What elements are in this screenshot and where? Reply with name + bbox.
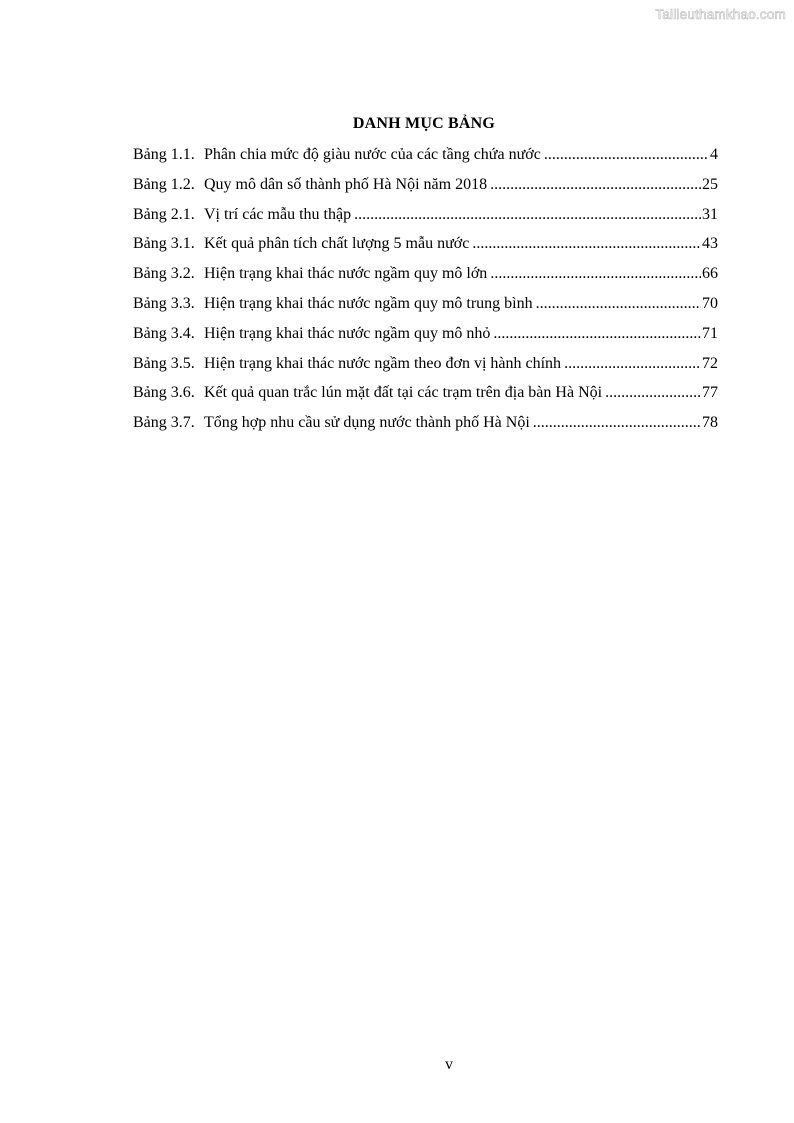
toc-dot-leader <box>490 174 701 196</box>
toc-dot-leader <box>533 412 701 434</box>
toc-entry-page: 77 <box>702 384 718 402</box>
toc-entry-page: 72 <box>702 354 718 372</box>
toc-dot-leader <box>493 323 701 345</box>
toc-entry[interactable] <box>133 204 718 234</box>
toc-entry-page: 43 <box>702 235 718 253</box>
toc-dot-leader <box>354 204 701 226</box>
toc-entry-page: 31 <box>702 205 718 223</box>
table-of-tables-list <box>133 144 718 442</box>
toc-entry-label: Bảng 3.6. <box>133 384 195 402</box>
toc-entry-caption: Hiện trạng khai thác nước ngầm theo đơn vị hành chính <box>204 354 562 372</box>
toc-entry-label: Bảng 3.4. <box>133 324 195 342</box>
toc-entry[interactable] <box>133 233 718 263</box>
toc-entry-page: 78 <box>702 414 718 432</box>
toc-entry-label: Bảng 2.1. <box>133 205 195 223</box>
watermark-text: Tailieuthamkhao.com <box>655 7 786 22</box>
toc-entry[interactable] <box>133 323 718 353</box>
toc-dot-leader <box>605 382 701 404</box>
toc-entry[interactable] <box>133 353 718 383</box>
toc-entry[interactable] <box>133 263 718 293</box>
toc-dot-leader <box>544 144 709 166</box>
page-title: DANH MỤC BẢNG <box>352 115 496 132</box>
toc-dot-leader <box>564 353 701 375</box>
page-number: v <box>445 1056 453 1073</box>
toc-entry-label: Bảng 1.1. <box>133 146 195 163</box>
toc-entry-caption: Kết quả phân tích chất lượng 5 mẫu nước <box>204 235 470 253</box>
toc-entry[interactable] <box>133 382 718 412</box>
toc-entry-caption: Hiện trạng khai thác nước ngầm quy mô trung bình <box>204 294 533 312</box>
toc-entry[interactable] <box>133 293 718 323</box>
toc-entry-caption: Hiện trạng khai thác nước ngầm quy mô lớn <box>204 265 488 283</box>
toc-entry-label: Bảng 3.1. <box>133 235 195 253</box>
toc-entry-label: Bảng 3.3. <box>133 294 195 312</box>
toc-entry-label: Bảng 3.7. <box>133 414 195 432</box>
toc-entry-page: 66 <box>702 265 718 283</box>
toc-dot-leader <box>536 293 701 315</box>
toc-entry-caption: Kết quả quan trắc lún mặt đất tại các trạm trên địa bàn Hà Nội <box>204 384 603 402</box>
toc-entry-page: 70 <box>702 294 718 312</box>
toc-entry-page: 71 <box>702 324 718 342</box>
toc-entry-label: Bảng 3.2. <box>133 265 195 283</box>
toc-dot-leader <box>490 263 701 285</box>
toc-entry-caption: Vị trí các mẫu thu thập <box>204 205 352 223</box>
toc-entry-page: 4 <box>710 146 718 163</box>
toc-entry-caption: Phân chia mức độ giàu nước của các tầng chứa nước <box>204 146 541 163</box>
toc-entry[interactable] <box>133 174 718 204</box>
toc-entry[interactable] <box>133 144 718 174</box>
toc-entry-caption: Tổng hợp nhu cầu sử dụng nước thành phố Hà Nội <box>204 414 530 432</box>
toc-entry-page: 25 <box>702 175 718 193</box>
toc-entry-caption: Hiện trạng khai thác nước ngầm quy mô nhỏ <box>204 324 491 342</box>
toc-entry-label: Bảng 1.2. <box>133 175 195 193</box>
toc-entry[interactable] <box>133 412 718 442</box>
toc-entry-caption: Quy mô dân số thành phố Hà Nội năm 2018 <box>204 175 488 193</box>
toc-dot-leader <box>472 233 701 255</box>
toc-entry-label: Bảng 3.5. <box>133 354 195 372</box>
